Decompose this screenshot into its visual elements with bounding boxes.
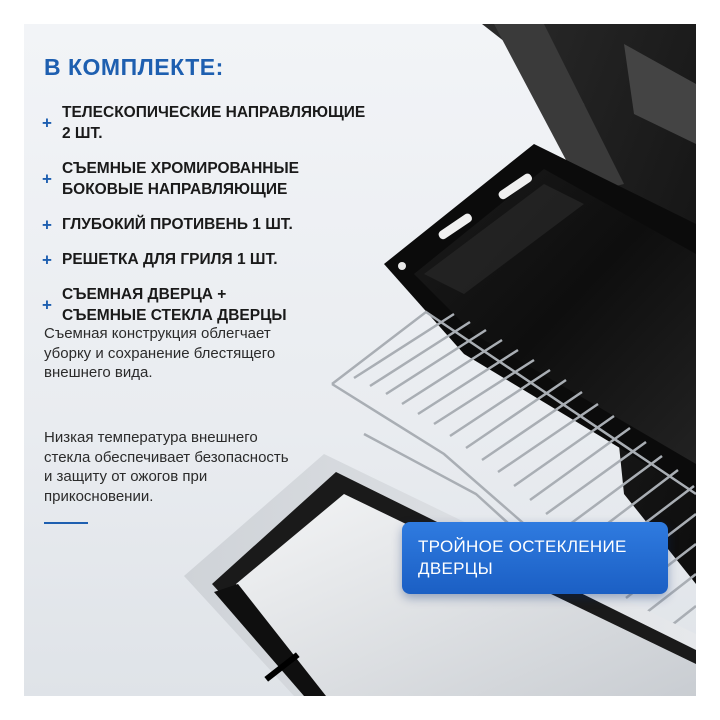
feature-text: СЪЕМНАЯ ДВЕРЦА + СЪЕМНЫЕ СТЕКЛА ДВЕРЦЫ [62,286,287,324]
list-item [42,284,372,326]
badge-label: ТРОЙНОЕ ОСТЕКЛЕНИЕ ДВЕРЦЫ [418,537,627,578]
plus-icon: + [42,295,52,315]
plus-icon: + [42,250,52,269]
plus-icon: + [42,169,52,189]
safety-paragraph: Низкая температура внешнего стекла обеспечивает безопасность и защиту от ожогов при прикосновении. [44,429,289,505]
divider [44,522,88,524]
list-item [42,214,372,235]
list-item [42,102,372,144]
features-list [42,102,372,340]
promo-canvas [24,24,696,696]
plus-icon: + [42,113,52,133]
description-paragraph: Съемная конструкция облегчает уборку и сохранение блестящего внешнего вида. [44,325,276,381]
feature-text: ГЛУБОКИЙ ПРОТИВЕНЬ 1 ШТ. [62,216,293,233]
page-title: В КОМПЛЕКТЕ: [44,54,224,80]
plus-icon: + [42,215,52,234]
feature-text: РЕШЕТКА ДЛЯ ГРИЛЯ 1 ШТ. [62,251,278,268]
feature-text: СЪЕМНЫЕ ХРОМИРОВАННЫЕ БОКОВЫЕ НАПРАВЛЯЮЩИЕ [62,160,300,198]
list-item [42,158,372,200]
list-item [42,249,372,270]
triple-glazing-badge [402,522,668,594]
feature-text: ТЕЛЕСКОПИЧЕСКИЕ НАПРАВЛЯЮЩИЕ 2 ШТ. [62,104,366,142]
